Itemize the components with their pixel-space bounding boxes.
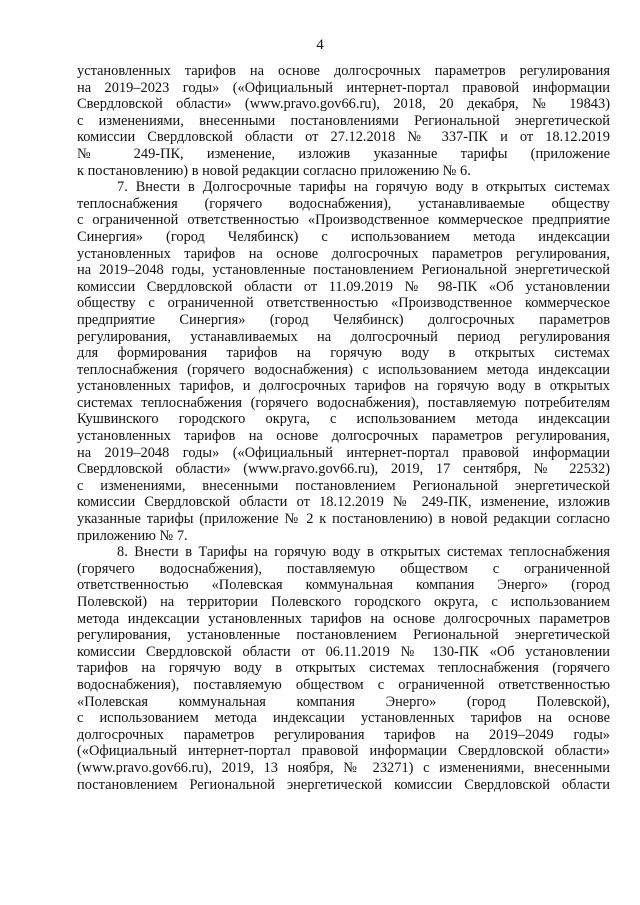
text-line: Синергия» (город Челябинск) с использованием метода индексации [77,228,610,245]
text-line: (горячего водоснабжения), поставляемую обществом с ограниченной [77,560,610,577]
text-line: комиссии Свердловской области от 27.12.2018 № 337-ПК и от 18.12.2019 [77,129,610,146]
document-body [77,63,610,793]
text-line: установленных тарифов на основе долгосрочных параметров регулирования, [77,245,610,262]
text-line: приложению № 7. [77,527,188,544]
text-line: установленных тарифов на основе долгосрочных параметров регулирования, [77,428,610,445]
text-line: установленных тарифов, и долгосрочных тарифов на горячую воду в открытых [77,378,610,395]
text-line: указанные тарифы (приложение № 2 к постановлению) в новой редакции согласно [77,511,610,528]
text-line: установленных тарифов на основе долгосрочных параметров регулирования [77,63,610,79]
text-line: комиссии Свердловской области от 06.11.2019 № 130-ПК «Об установлении [77,643,610,660]
text-line: водоснабжения), поставляемую обществом с ограниченной ответственностью [77,676,610,693]
text-line: 7. Внести в Долгосрочные тарифы на горячую воду в открытых системах [117,179,610,196]
text-line: комиссии Свердловской области от 11.09.2019 № 98-ПК «Об установлении [77,278,610,295]
text-line: Полевской) на территории Полевского городского округа, с использованием [77,594,610,610]
text-line: обществу с ограниченной ответственностью «Производственное коммерческое [77,295,610,312]
text-line: Свердловской области» (www.pravo.gov66.ru), 2019, 17 сентября, № 22532) [77,461,610,478]
text-line: постановлением Региональной энергетической комиссии Свердловской области [77,776,610,793]
text-line: регулирования, устанавливаемых на долгосрочный период регулирования [77,328,610,345]
text-line: на 2019–2023 годы» («Официальный интернет-портал правовой информации [77,79,610,96]
text-line: системах теплоснабжения (горячего водоснабжения), поставляемую потребителям [77,394,610,411]
text-line: («Официальный интернет-портал правовой информации Свердловской области» [77,743,610,760]
text-line: (www.pravo.gov66.ru), 2019, 13 ноября, № 23271) с изменениями, внесенными [77,759,610,776]
text-line: с изменениями, внесенными постановлениями Региональной энергетической [77,112,610,129]
text-line: Свердловской области» (www.pravo.gov66.ru), 2018, 20 декабря, № 19843) [77,96,610,113]
text-line: метода индексации установленных тарифов на основе долгосрочных параметров [77,610,610,627]
text-line: на 2019–2048 годы» («Официальный интернет-портал правовой информации [77,444,610,461]
text-line: Кушвинского городского округа, с использованием метода индексации [77,411,610,428]
text-line: регулирования, установленные постановлением Региональной энергетической [77,627,610,644]
text-line: с использованием метода индексации установленных тарифов на основе [77,710,610,727]
text-line: для формирования тарифов на горячую воду в открытых системах [77,345,610,362]
text-line: № 249-ПК, изменение, изложив указанные тарифы (приложение [77,145,610,162]
text-line: «Полевская коммунальная компания Энерго» (город Полевской), [77,693,610,710]
text-line: на 2019–2048 годы, установленные постановлением Региональной энергетической [77,262,610,279]
text-line: теплоснабжения (горячего водоснабжения) с использованием метода индексации [77,361,610,378]
page-number: 4 [316,37,324,53]
text-line: с изменениями, внесенными постановлением Региональной энергетической [77,477,610,494]
text-line: ответственностью «Полевская коммунальная компания Энерго» (город [77,577,610,594]
text-line: к постановлению) в новой редакции согласно приложению № 6. [77,162,471,179]
text-line: 8. Внести в Тарифы на горячую воду в открытых системах теплоснабжения [117,544,610,561]
text-line: предприятие Синергия» (город Челябинск) долгосрочных параметров [77,311,610,328]
text-line: тарифов на горячую воду в открытых системах теплоснабжения (горячего [77,660,610,677]
text-line: долгосрочных параметров регулирования тарифов на 2019–2049 годы» [77,726,610,743]
text-line: с ограниченной ответственностью «Производственное коммерческое предприятие [77,212,610,229]
text-line: комиссии Свердловской области от 18.12.2019 № 249-ПК, изменение, изложив [77,494,610,511]
text-line: теплоснабжения (горячего водоснабжения), устанавливаемые обществу [77,195,610,212]
